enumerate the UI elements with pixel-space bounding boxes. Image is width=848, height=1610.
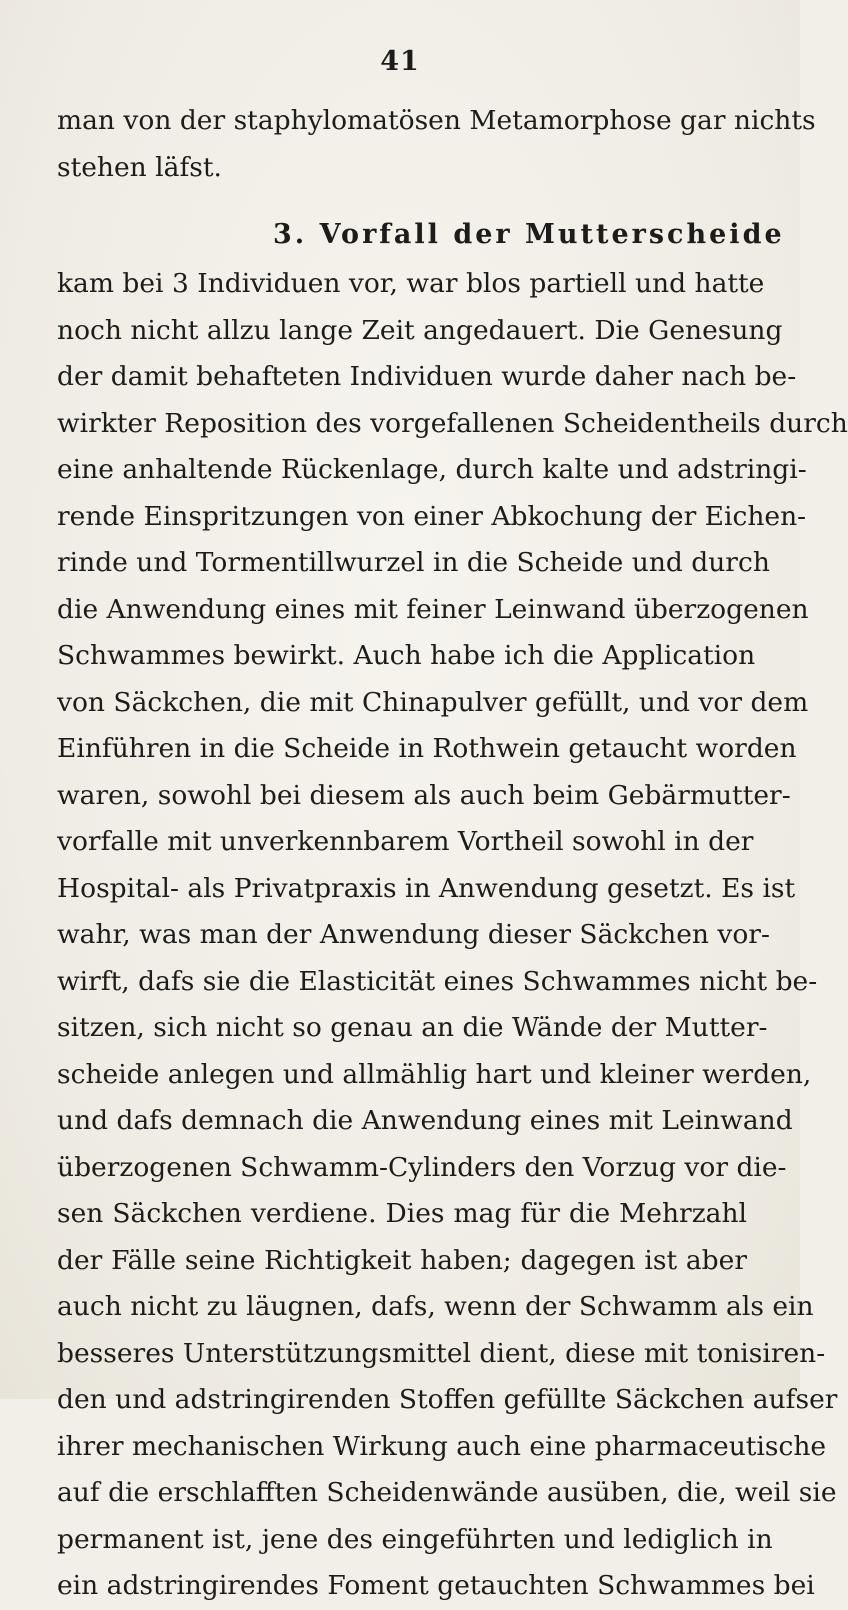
text-line: wirkter Reposition des vorgefallenen Scheidentheils durch <box>57 407 848 439</box>
text-line: ihrer mechanischen Wirkung auch eine pharmaceutische <box>57 1430 827 1462</box>
text-line: ein adstringirendes Foment getauchten Schwammes bei <box>57 1570 815 1601</box>
text-line: auf die erschlafften Scheidenwände ausüben, die, weil sie <box>57 1477 837 1508</box>
page-number: 41 <box>380 46 420 77</box>
text-line: sen Säckchen verdiene. Dies mag für die Mehrzahl <box>57 1198 747 1229</box>
text-line: der damit behafteten Individuen wurde daher nach be- <box>57 361 797 392</box>
text-line: vorfalle mit unverkennbarem Vortheil sowohl in der <box>57 826 754 857</box>
paragraph <box>57 261 848 1610</box>
text-line: Schwammes bewirkt. Auch habe ich die Application <box>57 640 756 671</box>
text-line: waren, sowohl bei diesem als auch beim Gebärmutter- <box>57 779 791 811</box>
text-line: besseres Unterstützungsmittel dient, diese mit tonisiren- <box>57 1337 826 1369</box>
text-line: rinde und Tormentillwurzel in die Scheide und durch <box>57 547 770 578</box>
text-line: die Anwendung eines mit feiner Leinwand überzogenen <box>57 593 809 625</box>
text-line: Einführen in die Scheide in Rothwein getaucht worden <box>57 733 797 764</box>
text-line: überzogenen Schwamm-Cylinders den Vorzug vor die- <box>57 1151 787 1183</box>
text-line: von Säckchen, die mit Chinapulver gefüllt, und vor dem <box>57 686 809 718</box>
text-line: auch nicht zu läugnen, dafs, wenn der Schwamm als ein <box>57 1291 814 1322</box>
text-line: permanent ist, jene des eingeführten und lediglich in <box>57 1523 773 1555</box>
text-line: sitzen, sich nicht so genau an die Wände der Mutter- <box>57 1012 768 1043</box>
text-line: man von der staphylomatösen Metamorphose gar nichts <box>57 105 816 136</box>
text-line: eine anhaltende Rückenlage, durch kalte und adstringi- <box>57 454 807 485</box>
text-line: den und adstringirenden Stoffen gefüllte Säckchen aufser <box>57 1384 838 1415</box>
text-line: der Fälle seine Richtigkeit haben; dagegen ist aber <box>57 1244 747 1276</box>
text-line: wahr, was man der Anwendung dieser Säckchen vor- <box>57 919 770 950</box>
text-line: stehen läfst. <box>57 151 222 183</box>
text-line: Hospital- als Privatpraxis in Anwendung gesetzt. Es ist <box>57 872 796 904</box>
text-line: kam bei 3 Individuen vor, war blos partiell und hatte <box>57 268 765 299</box>
text-line: noch nicht allzu lange Zeit angedauert. Die Genesung <box>57 314 783 346</box>
text-line: scheide anlegen und allmählig hart und kleiner werden, <box>57 1058 812 1090</box>
text-line: und dafs demnach die Anwendung eines mit Leinwand <box>57 1105 793 1136</box>
text-line: rende Einspritzungen von einer Abkochung der Eichen- <box>57 500 807 532</box>
body-text <box>57 98 848 1610</box>
section-heading: 3. Vorfall der Mutterscheide <box>273 219 785 250</box>
text-line: wirft, dafs sie die Elasticität eines Schwammes nicht be- <box>57 965 818 997</box>
